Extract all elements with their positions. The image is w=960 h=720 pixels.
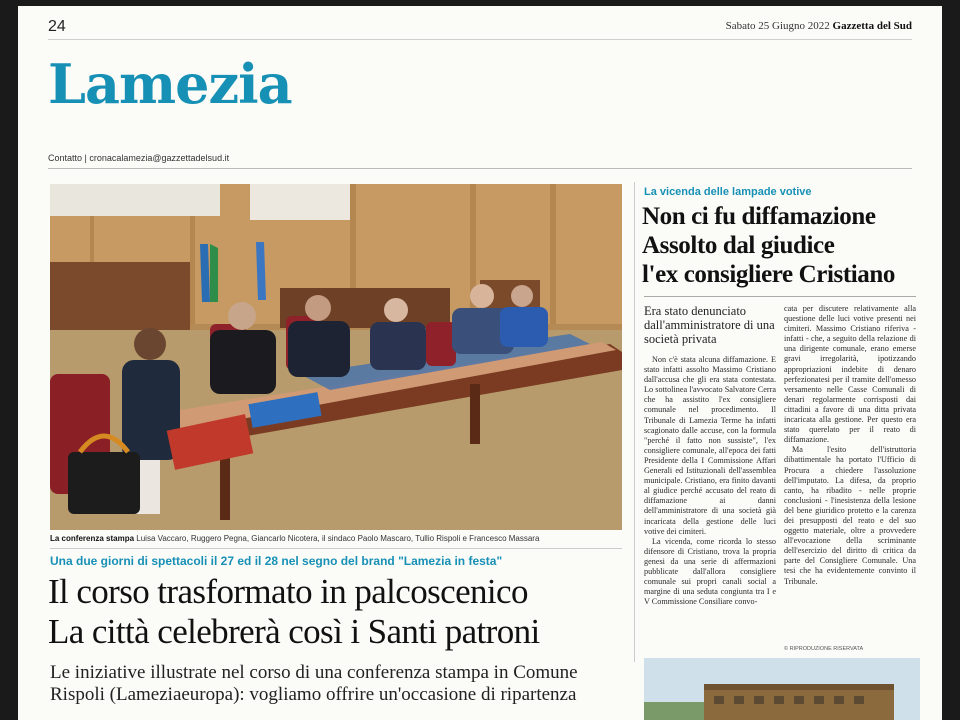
side-summary: Era stato denunciato dall'amministratore di una società privata (644, 304, 775, 346)
column-divider (634, 182, 635, 662)
section-title: Lamezia (48, 52, 292, 116)
side-headline-line3: l'ex consigliere Cristiano (642, 261, 895, 288)
photo-caption (50, 534, 622, 543)
side-headline-line2: Assolto dal giudice (642, 232, 835, 259)
side-headline-line1: Non ci fu diffamazione (642, 203, 876, 230)
main-kicker: Una due giorni di spettacoli il 27 ed il 28 nel segno del brand "Lamezia in festa" (50, 554, 503, 568)
section-divider (48, 168, 912, 169)
side-paragraph: Ma l'esito dell'istruttoria dibattimentale ha portato l'Ufficio di Procura a chiedere l'assoluzione dell'imputato. La difesa, da proprio canto, ha ribadito - nelle proprie conclusioni - l'inesistenza della lesione del bene giuridico protetto e la carenza dei presupposti del reato e del suo oggetto materiale, oltre a provvedere all'evocazione della scriminante dell'esercizio del diritto di critica da parte del Consigliere Comunale. Una tesi che ha evidentemente convinto il Tribunale. (784, 445, 916, 586)
main-deck (50, 662, 630, 706)
side-headline (642, 202, 922, 289)
main-deck-line1: Le iniziative illustrate nel corso di una conferenza stampa in Comune (50, 662, 578, 683)
page-number: 24 (48, 18, 66, 35)
side-paragraph: cata per discutere relativamente alla questione delle luci votive presenti nei cimiteri. Massimo Cristiano riferiva - infatti - che, a seguito della relazione di una dirigente comunale, erano emerse gravi irregolarità, ipotizzando appropriazioni indebite di denaro perfezionatesi per il tramite dell'omesso versamento nelle Casse Comunali di denari regolarmente corrisposti dai cittadini a favore di una ditta privata incaricata alla gestione. Per questo era stato querelato per il reato di diffamazione. (784, 304, 916, 445)
side-body-column-1 (644, 355, 776, 655)
press-conference-photo (50, 184, 622, 530)
caption-divider (50, 548, 622, 549)
main-deck-line2: Rispoli (Lameziaeuropa): vogliamo offrire un'occasione di ripartenza (50, 684, 577, 705)
page-header (48, 18, 912, 40)
issue-date: Sabato 25 Giugno 2022 (725, 20, 830, 32)
newspaper-page (18, 6, 942, 720)
section-contact: Contatto | cronacalamezia@gazzettadelsud.it (48, 153, 230, 163)
building-photo (644, 658, 920, 720)
side-paragraph: La vicenda, come ricorda lo stesso difensore di Cristiano, trova la propria genesi da una serie di affermazioni pubblicate dall'allora consigliere comunale sui propri canali social a margine di una seduta congiunta tra I e V Commissione Consiliare convo- (644, 536, 776, 607)
caption-label: La conferenza stampa (50, 534, 135, 543)
main-headline-line2: La città celebrerà così i Santi patroni (48, 612, 540, 651)
side-body-column-2 (784, 304, 916, 654)
main-headline (48, 572, 628, 652)
caption-text: Luisa Vaccaro, Ruggero Pegna, Giancarlo Nicotera, il sindaco Paolo Mascaro, Tullio Rispoli e Francesco Massara (136, 534, 540, 543)
main-headline-line1: Il corso trasformato in palcoscenico (48, 572, 528, 611)
side-headline-rule (644, 296, 916, 297)
copyright-credit: © RIPRODUZIONE RISERVATA (784, 646, 864, 652)
side-kicker: La vicenda delle lampade votive (644, 186, 812, 198)
side-paragraph: Non c'è stata alcuna diffamazione. E stato infatti assolto Massimo Cristiano dall'accusa che gli era stata contestata. Lo sottolinea l'avvocato Salvatore Cerra che ha assistito l'ex consigliere comunale nel procedimento. Il Tribunale di Lamezia Terme ha infatti scagionato dalle accuse, con la formula "perché il fatto non sussiste", l'ex consigliere comunale, all'epoca dei fatti Presidente della I Commissione Affari Generali ed Istituzionali dell'assemblea municipale. Cristiano, era finito davanti al giudice perché accusato del reato di diffamazione ai danni dell'amministratore di una società già incaricata della gestione delle luci votive dei cimiteri. (644, 355, 776, 536)
issue-info (726, 20, 912, 32)
newspaper-name: Gazzetta del Sud (832, 20, 912, 32)
